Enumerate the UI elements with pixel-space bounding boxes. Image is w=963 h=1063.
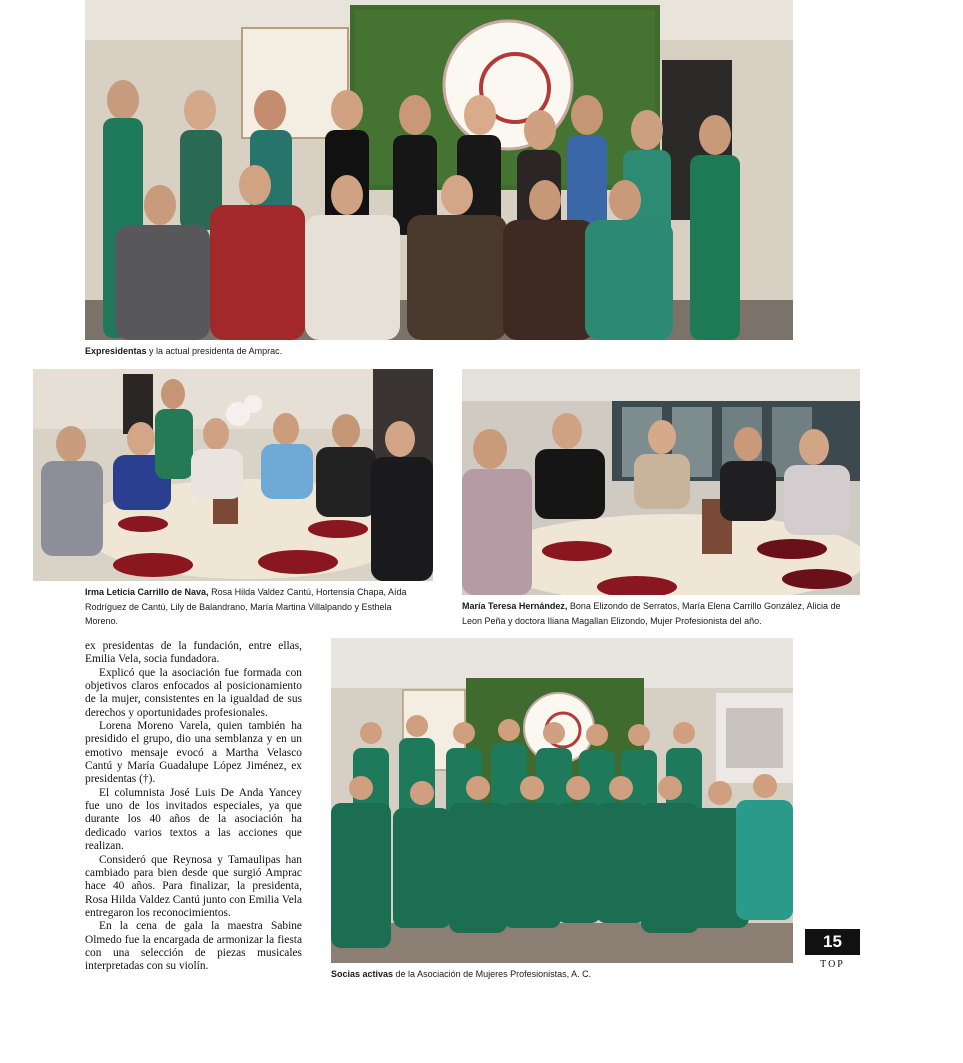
article-body [85, 640, 302, 974]
caption-bold: María Teresa Hernández, [462, 601, 568, 611]
caption-text: Bona Elizondo de Serratos, María Elena Carrillo González, Alicia de Leon Peña y doctora Iliana Magallan Elizondo, Mujer Profesionista del año. [462, 601, 841, 626]
top-photo-caption [85, 344, 793, 359]
page-number: 15 [805, 929, 860, 955]
article-paragraph: Explicó que la asociación fue formada con objetivos claros enfocados al posicionamiento de la mujer, consistentes en la igualdad de sus derechos y oportunidades profesionales. [85, 666, 302, 719]
article-paragraph: ex presidentas de la fundación, entre ellas, Emilia Vela, socia fundadora. [85, 640, 302, 666]
article-paragraph: En la cena de gala la maestra Sabine Olmedo fue la encargada de armonizar la fiesta con una selección de piezas musicales interpretadas con su violín. [85, 920, 302, 973]
article-paragraph: Consideró que Reynosa y Tamaulipas han cambiado para bien desde que surgió Amprac hace 40 años. Para finalizar, la presidenta, Rosa Hilda Valdez Cantú junto con Emilia Vela entregaron los reconocimientos. [85, 853, 302, 919]
magazine-name: TOP [820, 959, 845, 970]
caption-bold: Socias activas [331, 969, 394, 979]
middle-right-caption [462, 599, 860, 628]
caption-bold: Expresidentas [85, 346, 147, 356]
caption-bold: Irma Leticia Carrillo de Nava, [85, 587, 209, 597]
middle-right-photo [462, 369, 860, 595]
bottom-photo-caption [331, 967, 793, 982]
bottom-photo-socias-activas [331, 638, 793, 963]
caption-text: Rosa Hilda Valdez Cantú, Hortensia Chapa, Aída Rodríguez de Cantú, Lily de Balandrano, María Martina Villalpando y Esthela Moreno. [85, 587, 407, 626]
article-paragraph: El columnista José Luis De Anda Yancey fue uno de los invitados especiales, ya que durante los 40 años de la asociación ha dedicado varios textos a las acciones que realizan. [85, 786, 302, 853]
article-paragraph: Lorena Moreno Varela, quien también ha presidido el grupo, dio una semblanza y en un emotivo mensaje evocó a Martha Velasco Cantú y María Guadalupe López Jiménez, ex presidentas (†). [85, 720, 302, 786]
top-photo-expresidentas [85, 0, 793, 340]
caption-text: de la Asociación de Mujeres Profesionistas, A. C. [393, 969, 592, 979]
caption-text: y la actual presidenta de Amprac. [146, 346, 283, 356]
middle-left-caption [85, 585, 425, 629]
middle-left-photo [33, 369, 433, 581]
